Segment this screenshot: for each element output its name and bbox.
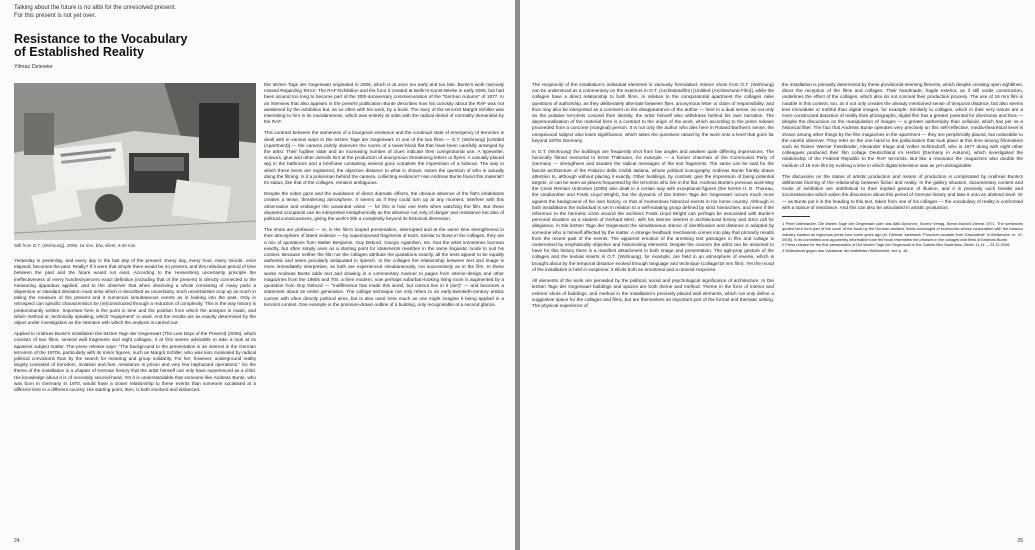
page-number: 25 — [1017, 538, 1023, 544]
right-column-1 — [532, 82, 774, 314]
body-paragraph: The reciprocity of the installation's individual elements is variously formulated; interior shots from O.T. (Wohnung) can be understood as a commentary on the exteriors in O.T. (Architekturfilm) [Untitled (Architectural Film)], while the collages have a direct relationship to both films. In relation to the conspiratorial apartment the collages raise questions of authorship, as they deliberately alternate between flyer, anonymous letter or claim of responsibility, and thus may also be interpreted as a comment on the disappearance of the author — here in a dual sense, as not only do the putative terrorists conceal their identity, the artist himself also withdraws behind his own narration. The depersonalisation of the material here is a contrast to the origin of the work, which according to the press release proceeded from a concrete (marginal) person. It is not only the author who dies here in Roland Barthes's sense; the unequivocal subject also loses significance, which takes the questions raised by the work onto a level that goes far beyond 1970s Germany. — [532, 82, 774, 143]
body-paragraph: All elements of the work are pervaded by the political, social and psychological significance of architecture. In Die letzten Tage der Gegenwart buildings and spaces are both theme and method. Theme in the form of interior and exterior shots of buildings, and method in the installation's precisely placed wall elements, which not only define a suggestive space for the collages and films, but are themselves an important part of the formal and thematic setting. The physical experience of — [532, 278, 774, 308]
running-head-line: Talking about the future is no alibi for the unresolved present. — [14, 5, 177, 11]
right-page — [520, 0, 1035, 550]
body-paragraph: Die letzten Tage der Gegenwart originated in 2006, which is at once too early and too late. Bunte's work narrowly missed Regarding Terror: The RAF-Exhibition and the furor it created at Berlin's Kunst-Werke in early 2005, but had been around too long to become part of the 30th-anniversary commemoration of the "German Autumn" of 1977. In an interview that also appears in the present publication Bunte describes how his curiosity about the RAF was not awakened by the exhibition but, as so often with his work, by a book. The story of the terrorist Margrit Schiller was interesting to him in its mundaneness, which was entirely at odds with the radical denial of normality demanded by the RAF. — [264, 82, 504, 125]
film-still-photo — [14, 83, 256, 240]
article-title-line: Resistance to the Vocabulary — [14, 32, 188, 46]
body-paragraph: In O.T. (Wohnung) the buildings are frequently shot from low angles and awaken quite differing impressions. The heroically filmed memorial to Ernst Thälmann, for example — a former chairman of the Communist Party of Germany — strengthens and situates the radical messages of the text fragments. The same can be said for the fascist architecture of the Palazzo della Civiltà Italiana, whose political iconography Andreas Bunte frankly draws attention to, although without placing it exactly. Other buildings, by contrast, give the impression of being potential targets, or can be seen as places frequented by the terrorists who live in the flat. Andreas Bunte's previous work May the Circle Remain Unbroken (2005) also dealt in a certain way with exceptional figures (the hermit H. D. Thoreau, the Unabomber and Frank Lloyd Wright), but the dynamic of Die letzten Tage der Gegenwart occurs much more against the background of his own history, or that of momentous historical events in his home country. Although in both installations the individual is set in relation to a self-isolating group defined by strict hierarchies, and even if the reference to the hermetic circle around the architect Frank Lloyd Wright can perhaps be associated with Bunte's personal situation as a student of Gerhard Merz, with his intense interest in architectural history and strict call for allegiance, in Die letzten Tage der Gegenwart the simultaneous stance of identification and distance is adopted by someone who is himself affected by the matter. A strange feedback mechanism comes into play that primarily results from the recent past of the events. The apparent emotion of the arresting text passages in film and collage is undermined by emphatically objective and historicising elements. Despite the concern the artist can be assumed to have for this history there is a manifest detachment in both image and presentation. The agit-prop gesture of the collages and the textual inserts in O.T. (Wohnung), for example, are held in an atmosphere of reverie, which is brought about by the temporal distance evoked through language and technique (collage/16 mm film). Yet the mood of the installation is held in suspense; it elicits both an emotional and a rational response. — [532, 149, 774, 272]
left-column-1 — [14, 258, 256, 398]
footnotes — [782, 216, 1023, 253]
footnote-rule — [782, 216, 810, 217]
body-paragraph: Despite the sober gaze and the avoidance of direct dramatic effects, the obvious absence of the flat's inhabitants creates a tense, threatening atmosphere. It seems as if they could turn up at any moment, interfere with this observation and endanger the unwanted visitor — for this is how one feels when watching the film. But these departed occupants can be interpreted metaphorically as the absence not only of danger and resistance but also of political consciousness, giving the work's title a complexity beyond its historical dimension. — [264, 191, 504, 222]
footnote: 1 Peter Altenlander, Die letzten Tage der Gegenwart oder das Alibi-Syndrom, Scherz Verlag, Berne-Munich-Vienna 1971. The sentences quoted here form part of the cover of the book by the German-resident Swiss sociologist of economics whose cooperation with the tobacco industry created an inglorious press furor some years ago (cf. Dietmar Jazbinsek "Forschen schadet Ihrer Gesundheit" in Weltwoche, nr. 47, 2005). In its committed and apparently informative tone the book resembles the phrases in the collages and films of Andreas Bunte. — [782, 221, 1023, 242]
body-paragraph: Yesterday is yesterday, and every day is the last day of the present. Every day, every hour, every minute, once elapsed, becomes the past. Really? If it were that simple there would be no present, and this nebulous period of time between the past and the future would not exist. According to the Heisenberg uncertainty principle the ineffectiveness of every hundred-percent exact definition (including that of the present) is directly connected to the measuring apparatus applied, and to the observer that when observing a whole consisting of many parts a dispersion or standard deviation must arise which is described as uncertainty. Such uncertainties crop up as much in taking the measure of the present and it numerous simultaneous events as in looking into the past. Only in retrospect can specific characteristics be (re)constructed through a reduction of complexity. This is the way history is predominantly written. Important here is the point in time and the position from which the analysis is made, and which method or, technically speaking, which "equipment" is used. And the results are as exactly determined by the object under investigation as the intention with which the analysis is carried out. — [14, 258, 256, 326]
running-head — [14, 4, 176, 20]
body-paragraph: the installation is primarily determined by these provisional-seeming fitments, which despite creating open sightlines, direct the reception of the films and collages. Their handmade, fragile exterior, as if still under construction, underlines the effect of the collages, which also do not conceal their production process. The use of 16 mm film is notable in this context, too, as it not only creates the already mentioned sense of temporal distance, but also seems less immediate or truthful than digital images, for example. Similarly to collages, which in their very nature are a more constructed depiction of reality than photographs, digital film has a greater potential for directness and thus — despite the discussion on the manipulation of images — a greater authenticity than celluloid, which has per se a historical filter. The fact that Andreas Bunte operates very precisely on this self-reflective, media-theoretical level is shown among other things by the film magazines in the apartment — they are peripherally placed, but noticeable to the careful observer. They refer on the one hand to the politicisation that took place at this time among filmmakers such as Rainer Werner Fassbinder, Alexander Kluge and Volker Schlöndorff, who in 1977 along with eight other colleagues produced their film collage Deutschland im Herbst [Germany in Autumn], which investigated the relationship of the Federal Republic to the RAF terrorists. But like a resonator the magazines also double the medium of 16 mm film by evoking a time in which digital television was as yet unimaginable. — [782, 82, 1024, 168]
right-column-2 — [782, 82, 1023, 253]
body-paragraph: This contrast between the sameness of a bourgeois existence and the continual state of emergency of terrorism is dealt with in various ways in Die letzten Tage der Gegenwart. In one of the two films — O.T. (Wohnung) [Untitled (Apartment)] — the camera calmly observes the rooms of a tower-block flat that have been carefully arranged by the artist. Their fugitive state and an increasing number of clues indicate their conspiratorial use. A typewriter, scissors, glue and other utensils hint at the production of anonymous threatening letters or flyers. A casually placed wig in the bathroom and a briefcase containing several guns complete the impression of a hideout. The way in which these items are registered, the objective distance to what is shown, raises the question of who is actually doing the filming. Is it a policeman behind the camera, collecting evidence? Has Andreas Bunte found this material? Its status, like that of the collages, remains ambiguous. — [264, 130, 504, 186]
running-head-line: For this present is not yet over. — [14, 13, 97, 19]
article-title-line: of Established Reality — [14, 45, 144, 59]
body-paragraph: The shots are prefaced — or, in the film's looped presentation, interrupted and at the same time strengthened in their atmosphere of latent violence — by superimposed fragments of texts. Similar to those in the collages, they are a mix of quotations from Walter Benjamin, Guy Debord, Giorgio Agamben, etc. that the artist sometimes borrows exactly, but often simply uses as a starting point for statements rewritten in the same linguistic mode to suit his context. Because neither the film nor the collages attribute the quotations exactly, all the texts appear to be equally authentic and seem peculiarly antiquated in speech. In the collages the relationship between text and image is more immediately interpretive, as both are experienced simultaneously, not successively as in the film. In these works Andreas Bunte adds text and drawing in a commentary manner to pages from interior-design and other magazines from the 1960s and 70s: a then modern, now perhaps suburban-looking living room is augmented by a quotation from Guy Debord — "Indifference has made this world, but cannot live in it (sic!)" — and becomes a statement about an entire generation. The collage technique not only refers to an early-twentieth-century artistic current with often directly political aims, but is also used here much as one might imagine it being applied in a terrorist context. One example is the pressure-drawn outline of a building, only recognisable at a second glance. — [264, 227, 504, 307]
footnote: 3 Widerstand gegen das Vokabular der etablierten Wirklichkeit, see p. 44. — [782, 247, 909, 253]
body-paragraph: Applied to Andreas Bunte's installation Die letzten Tage der Gegenwart (The Last Days of the Present) (2006), which consists of two films, several wall fragments and eight collages, it at first seems advisable to take a look at its apparent subject matter. The press release says: "The background to the presentation is an interest in the German terrorism of the 1970s, particularly with its minor figures, such as Margrit Schiller, who was less motivated by radical political convictions than by the search for meaning and group solidarity. For her, however, underground reality largely consisted of boredom, isolation and fear, resistance in prison and very few haphazard operations." So the theme of the installation is a chapter of German history that the artist himself can only have experienced as a child. His knowledge about it is of necessity second-hand. Yet it is understandable that someone like Andreas Bunte, who was born in Germany in 1970, would have a closer relationship to these events than someone socialised at a different time in a different country. His starting point, then, is both involved and distanced. — [14, 331, 256, 393]
author-name: Yilmaz Dziewior — [14, 64, 53, 70]
body-paragraph: The discussion on the status of artistic production and means of production is complicated by Andreas Bunte's deliberate blurring of the relationship between fiction and reality. In the gallery situation, documentary content and mode of exhibition are antithetical to their implied gesture of illusion, and it is precisely such breaks and inconsistencies which widen the discussion about this period of German history and take it onto an abstract level. Or — as Bunte put it in the heading to this text, taken from one of his collages — the vocabulary of reality is confronted with a stance of resistance. And this can also be articulated in artistic production. — [782, 173, 1023, 210]
left-column-2 — [264, 82, 504, 313]
left-page — [0, 0, 515, 550]
article-title — [14, 33, 187, 59]
photo-caption: Still from O.T. (Wohnung), 2006, 16 mm, b/w, silent, 6:40 min. — [14, 243, 137, 248]
film-still-drawing — [14, 83, 256, 240]
page-number: 24 — [14, 538, 20, 544]
footnote: 2 Press release for the first presentation of Die letzten Tage der Gegenwart in the Galerie Ben Kaufmann, Berlin 11.11. – 23.12.2006. — [782, 242, 1011, 248]
